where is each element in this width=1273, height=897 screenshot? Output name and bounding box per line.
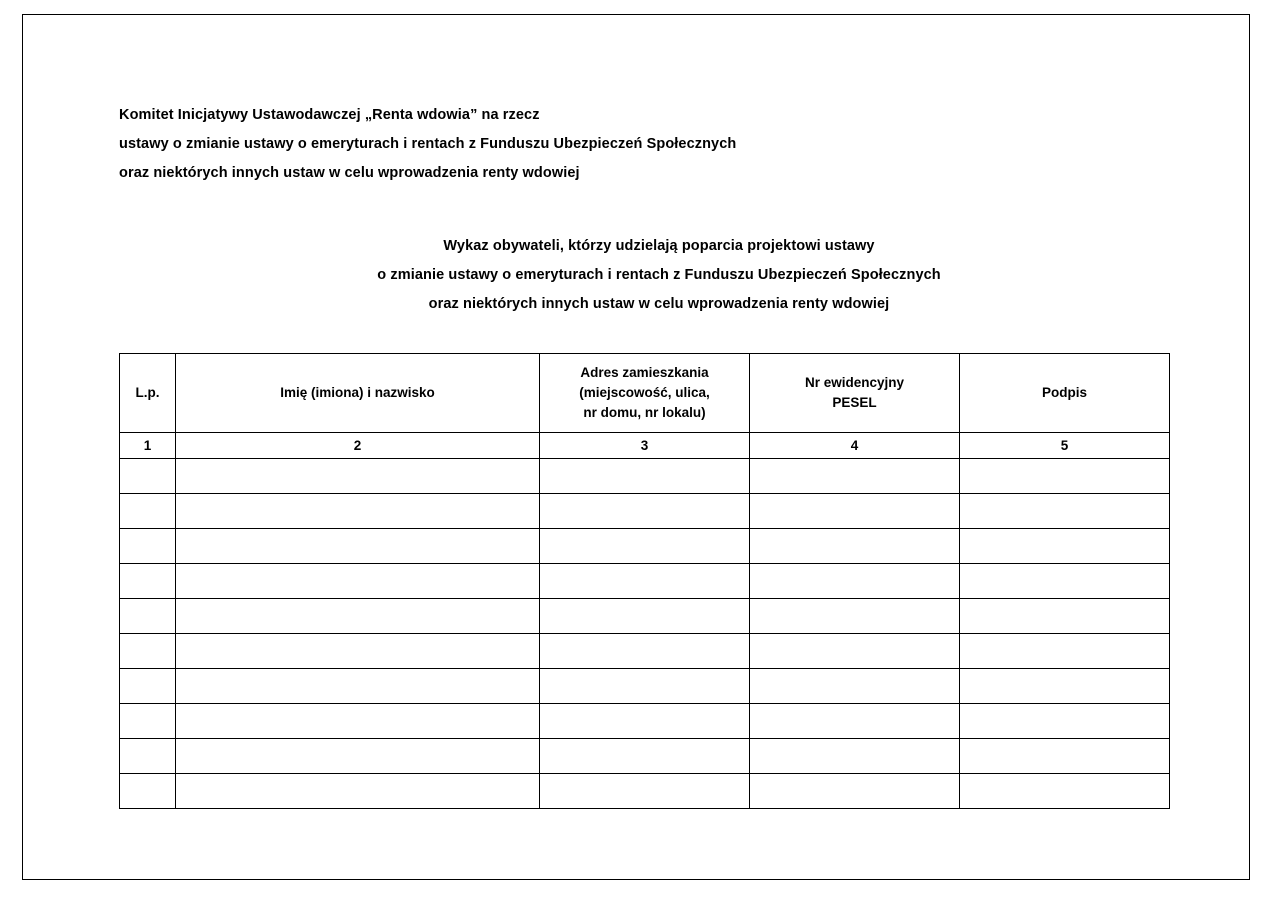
cell-address[interactable] [540, 459, 750, 494]
list-title-line-2: o zmianie ustawy o emeryturach i rentach z Funduszu Ubezpieczeń Społecznych [377, 267, 941, 283]
cell-signature[interactable] [960, 634, 1170, 669]
column-header-address-line-2: (miejscowość, ulica, [579, 385, 710, 400]
cell-address[interactable] [540, 739, 750, 774]
cell-name[interactable] [176, 739, 540, 774]
cell-pesel[interactable] [750, 774, 960, 809]
list-title-line-3: oraz niektórych innych ustaw w celu wprowadzenia renty wdowiej [428, 296, 890, 312]
table-row[interactable] [120, 564, 1170, 599]
cell-lp[interactable] [120, 494, 176, 529]
cell-address[interactable] [540, 634, 750, 669]
cell-address[interactable] [540, 494, 750, 529]
cell-lp[interactable] [120, 669, 176, 704]
table-row[interactable] [120, 599, 1170, 634]
cell-name[interactable] [176, 459, 540, 494]
cell-address[interactable] [540, 564, 750, 599]
cell-lp[interactable] [120, 459, 176, 494]
cell-lp[interactable] [120, 564, 176, 599]
committee-header-line-3: oraz niektórych innych ustaw w celu wprowadzenia renty wdowiej [119, 165, 580, 181]
numbering-cell-5: 5 [960, 433, 1170, 459]
document-page [22, 14, 1250, 880]
list-title-line-1: Wykaz obywateli, którzy udzielają poparcia projektowi ustawy [443, 238, 875, 254]
cell-name[interactable] [176, 564, 540, 599]
cell-pesel[interactable] [750, 634, 960, 669]
column-header-address-line-1: Adres zamieszkania [580, 365, 709, 380]
cell-name[interactable] [176, 704, 540, 739]
column-header-pesel-line-1: Nr ewidencyjny [804, 375, 905, 390]
table-row[interactable] [120, 459, 1170, 494]
committee-header-line-2: ustawy o zmianie ustawy o emeryturach i rentach z Funduszu Ubezpieczeń Społecznych [119, 136, 737, 152]
table-row[interactable] [120, 774, 1170, 809]
cell-name[interactable] [176, 669, 540, 704]
column-header-lp [120, 354, 176, 433]
table-row[interactable] [120, 529, 1170, 564]
cell-lp[interactable] [120, 704, 176, 739]
table-row[interactable] [120, 494, 1170, 529]
table-numbering-row [120, 433, 1170, 459]
column-header-pesel [750, 354, 960, 433]
column-header-pesel-line-2: PESEL [832, 395, 877, 410]
numbering-cell-2: 2 [176, 433, 540, 459]
cell-lp[interactable] [120, 529, 176, 564]
cell-signature[interactable] [960, 494, 1170, 529]
numbering-cell-4: 4 [750, 433, 960, 459]
cell-address[interactable] [540, 599, 750, 634]
cell-signature[interactable] [960, 739, 1170, 774]
column-header-address-line-3: nr domu, nr lokalu) [583, 405, 706, 420]
cell-name[interactable] [176, 494, 540, 529]
cell-pesel[interactable] [750, 599, 960, 634]
cell-pesel[interactable] [750, 494, 960, 529]
cell-name[interactable] [176, 774, 540, 809]
cell-pesel[interactable] [750, 529, 960, 564]
cell-signature[interactable] [960, 774, 1170, 809]
table-row[interactable] [120, 739, 1170, 774]
column-header-signature [960, 354, 1170, 433]
table-row[interactable] [120, 704, 1170, 739]
cell-pesel[interactable] [750, 669, 960, 704]
cell-address[interactable] [540, 704, 750, 739]
cell-name[interactable] [176, 634, 540, 669]
cell-signature[interactable] [960, 704, 1170, 739]
cell-lp[interactable] [120, 634, 176, 669]
cell-address[interactable] [540, 774, 750, 809]
document-body [119, 101, 1169, 809]
column-header-signature-line-1: Podpis [1041, 385, 1087, 400]
cell-lp[interactable] [120, 599, 176, 634]
column-header-address [540, 354, 750, 433]
table-row[interactable] [120, 634, 1170, 669]
cell-pesel[interactable] [750, 564, 960, 599]
cell-name[interactable] [176, 529, 540, 564]
numbering-cell-1: 1 [120, 433, 176, 459]
numbering-cell-3: 3 [540, 433, 750, 459]
table-row[interactable] [120, 669, 1170, 704]
table-body [120, 433, 1170, 809]
column-header-name [176, 354, 540, 433]
column-header-name-line-1: Imię (imiona) i nazwisko [280, 385, 435, 400]
cell-signature[interactable] [960, 564, 1170, 599]
cell-address[interactable] [540, 529, 750, 564]
cell-name[interactable] [176, 599, 540, 634]
cell-signature[interactable] [960, 669, 1170, 704]
list-title [119, 232, 1169, 319]
cell-pesel[interactable] [750, 459, 960, 494]
cell-signature[interactable] [960, 529, 1170, 564]
cell-signature[interactable] [960, 459, 1170, 494]
signature-table [119, 353, 1170, 809]
table-header-row [120, 354, 1170, 433]
committee-header-line-1: Komitet Inicjatywy Ustawodawczej „Renta wdowia” na rzecz [119, 107, 540, 123]
table-header [120, 354, 1170, 433]
column-header-lp-line-1: L.p. [135, 385, 160, 400]
cell-address[interactable] [540, 669, 750, 704]
cell-lp[interactable] [120, 774, 176, 809]
cell-pesel[interactable] [750, 739, 960, 774]
cell-lp[interactable] [120, 739, 176, 774]
cell-pesel[interactable] [750, 704, 960, 739]
cell-signature[interactable] [960, 599, 1170, 634]
committee-header [119, 101, 1169, 188]
